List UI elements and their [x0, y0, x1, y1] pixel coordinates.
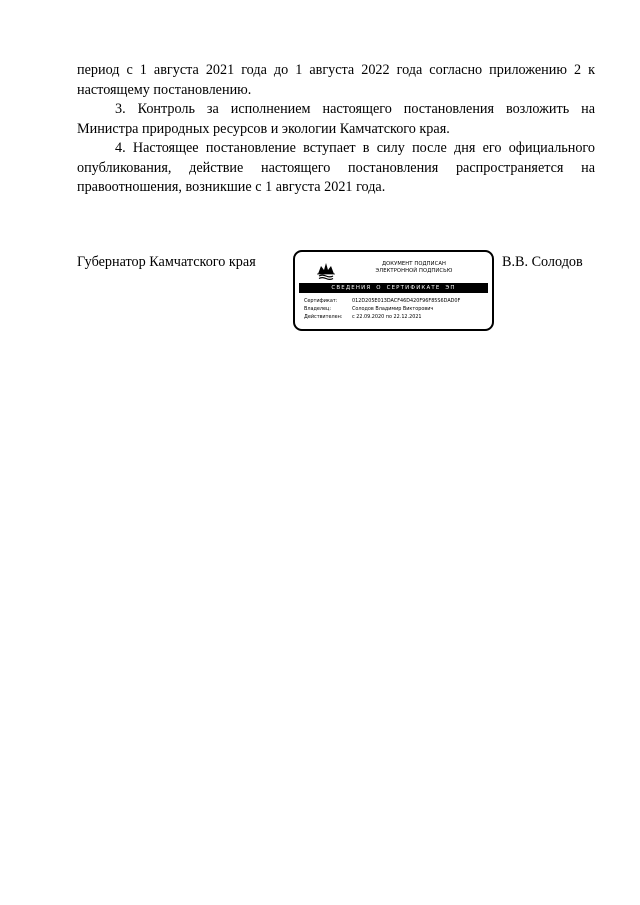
- stamp-heading: [349, 261, 479, 275]
- signatory-name: В.В. Солодов: [502, 254, 583, 270]
- stamp-label: Владелец:: [304, 306, 331, 312]
- stamp-certificate-details: [304, 297, 490, 321]
- stamp-value: с 22.09.2020 по 22.12.2021: [352, 314, 422, 320]
- stamp-row-validity: [304, 313, 490, 321]
- stamp-heading-line1: ДОКУМЕНТ ПОДПИСАН: [381, 261, 447, 267]
- signature-block: [0, 250, 640, 340]
- stamp-certificate-band: СВЕДЕНИЯ О СЕРТИФИКАТЕ ЭП: [299, 283, 488, 293]
- stamp-label: Действителен:: [304, 314, 343, 320]
- document-body: [77, 61, 595, 198]
- paragraph-continuation: период с 1 августа 2021 года до 1 августа 2022 года согласно приложению 2 к настоящему постановлению.: [77, 62, 595, 98]
- stamp-row-certificate: [304, 297, 490, 305]
- signatory-title: Губернатор Камчатского края: [77, 254, 256, 270]
- paragraph-item-4: 4. Настоящее постановление вступает в силу после дня его официального опубликования, действие настоящего постановления распространяется на правоотношения, возникшие с 1 августа 2021 года.: [77, 140, 595, 195]
- stamp-heading-line2: ЭЛЕКТРОННОЙ ПОДПИСЬЮ: [375, 268, 453, 274]
- stamp-row-owner: [304, 305, 490, 313]
- stamp-value: Солодов Владимир Викторович: [352, 306, 434, 312]
- stamp-label: Сертификат:: [304, 298, 338, 304]
- coat-of-arms-icon: [316, 259, 336, 281]
- stamp-value: 012D205E013DACF46D420F96F85S6DAD0F: [352, 298, 461, 304]
- paragraph-item-3: 3. Контроль за исполнением настоящего постановления возложить на Министра природных ресурсов и экологии Камчатского края.: [77, 101, 595, 137]
- electronic-signature-stamp: [293, 250, 494, 331]
